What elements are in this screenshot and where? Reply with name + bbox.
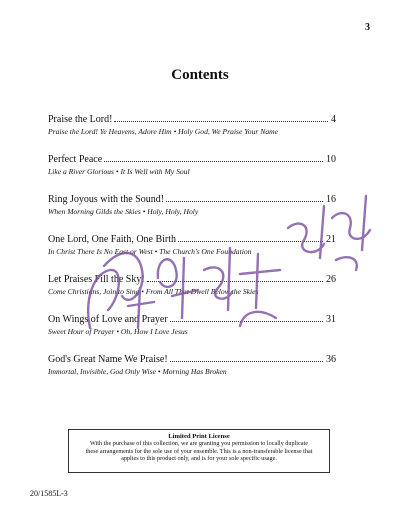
entry-page-number: 26 bbox=[326, 274, 336, 285]
entry-subtitle: Come Christians, Join to Sing • From All That Dwell Below the Skies bbox=[48, 287, 259, 296]
entry-title: Let Praises Fill the Sky! bbox=[48, 274, 145, 285]
table-of-contents bbox=[48, 114, 336, 394]
entry-page-number: 4 bbox=[331, 114, 336, 125]
entry-subtitle: Like a River Glorious • It Is Well with My Soul bbox=[48, 167, 190, 176]
dot-leader bbox=[178, 240, 323, 242]
toc-entry bbox=[48, 194, 336, 234]
dot-leader bbox=[147, 280, 323, 282]
license-text-line: With the purchase of this collection, we are granting you permission to locally duplicate bbox=[90, 440, 308, 448]
entry-page-number: 31 bbox=[326, 314, 336, 325]
entry-subtitle: Praise the Lord! Ye Heavens, Adore Him • Holy God, We Praise Your Name bbox=[48, 127, 278, 136]
entry-title: One Lord, One Faith, One Birth bbox=[48, 234, 177, 245]
page-number: 3 bbox=[365, 22, 370, 33]
page-title: Contents bbox=[171, 67, 229, 83]
toc-entry bbox=[48, 314, 336, 354]
dot-leader bbox=[104, 160, 323, 162]
toc-entry bbox=[48, 114, 336, 154]
entry-subtitle: In Christ There Is No East or West • The Church's One Foundation bbox=[48, 247, 252, 256]
entry-title: God's Great Name We Praise! bbox=[48, 354, 168, 365]
dot-leader bbox=[170, 360, 323, 362]
dot-leader bbox=[114, 120, 328, 122]
entry-page-number: 36 bbox=[326, 354, 336, 365]
entry-page-number: 16 bbox=[326, 194, 336, 205]
license-text-line: these arrangements for the sole use of your ensemble. This is a non-transferable license that bbox=[85, 447, 313, 455]
toc-entry bbox=[48, 354, 336, 394]
license-text-line: applies to this product only, and is for your sole specific usage. bbox=[121, 455, 277, 463]
license-box bbox=[68, 429, 330, 473]
catalog-number: 20/1585L-3 bbox=[30, 489, 68, 498]
entry-title: Ring Joyous with the Sound! bbox=[48, 194, 165, 205]
entry-subtitle: Immortal, Invisible, God Only Wise • Morning Has Broken bbox=[48, 367, 227, 376]
entry-subtitle: When Morning Gilds the Skies • Holy, Holy, Holy bbox=[48, 207, 199, 216]
entry-page-number: 10 bbox=[326, 154, 336, 165]
entry-title: Praise the Lord! bbox=[48, 114, 113, 125]
entry-subtitle: Sweet Hour of Prayer • Oh, How I Love Jesus bbox=[48, 327, 188, 336]
dot-leader bbox=[166, 200, 323, 202]
license-title: Limited Print License bbox=[168, 433, 230, 440]
entry-page-number: 21 bbox=[326, 234, 336, 245]
entry-title: On Wings of Love and Prayer bbox=[48, 314, 168, 325]
toc-entry bbox=[48, 154, 336, 194]
dot-leader bbox=[170, 320, 323, 322]
entry-title: Perfect Peace bbox=[48, 154, 103, 165]
toc-entry bbox=[48, 274, 336, 314]
toc-entry bbox=[48, 234, 336, 274]
